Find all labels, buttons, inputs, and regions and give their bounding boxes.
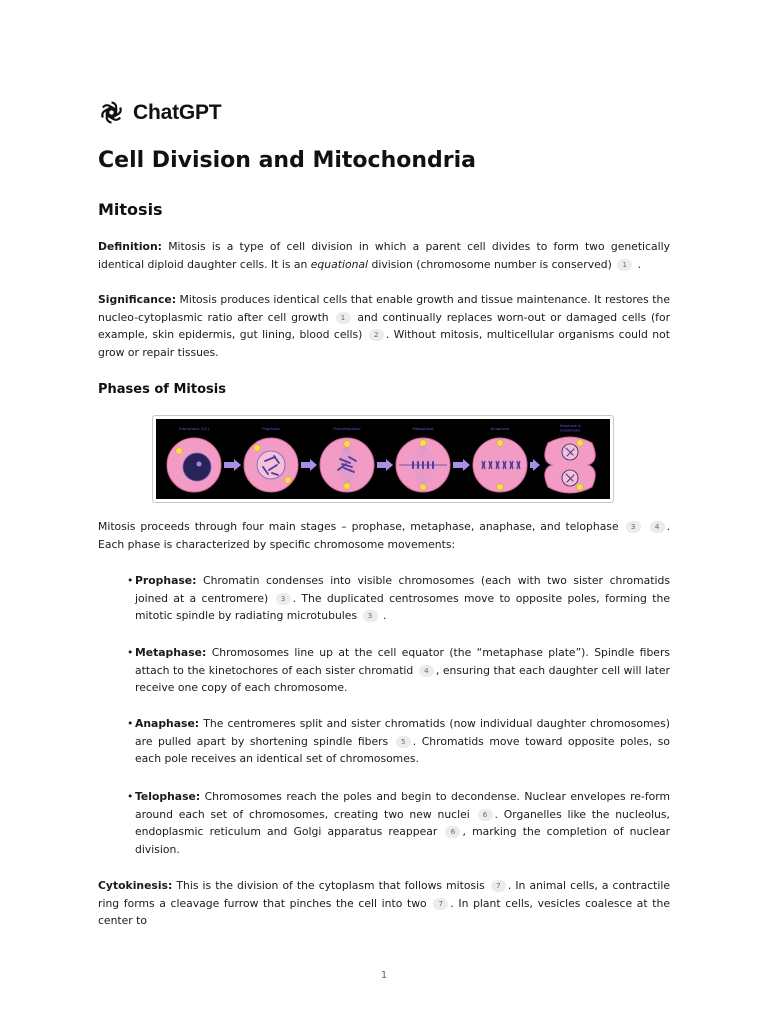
definition-period: . — [637, 257, 642, 271]
section-heading: Mitosis — [98, 200, 163, 219]
centrosome-icon — [254, 445, 260, 451]
citation-badge[interactable]: 3 — [363, 610, 378, 622]
centrosome-icon — [285, 477, 291, 483]
citation-badge[interactable]: 7 — [433, 898, 448, 910]
citation-badge[interactable]: 7 — [491, 880, 506, 892]
bullet-text: Chromatin condenses into visible chromosomes (each with two sister chromatids joined at a centromere) — [135, 574, 670, 605]
centrosome-icon — [176, 448, 182, 454]
definition-emphasis: equational — [310, 257, 369, 271]
cell-metaphase — [396, 438, 450, 492]
arrow-icon — [224, 462, 235, 468]
citation-badge[interactable]: 3 — [626, 521, 641, 533]
significance-text-3: . Without mitosis, multicellular organisms could not grow or repair tissues. — [98, 328, 670, 359]
nucleus — [257, 451, 285, 479]
cell-telophase — [545, 437, 595, 493]
intro-text-2: . Each phase is characterized by specific chromosome movements: — [98, 520, 670, 551]
cell-interphase — [167, 438, 221, 492]
cytokinesis-text-3: . In plant cells, vesicles coalesce at the center to — [98, 896, 670, 928]
definition-text: Mitosis is a type of cell division in which a parent cell divides to form two genetically identical diploid daughter cells. It is an — [98, 240, 670, 271]
phase-label: Telophase & — [559, 424, 581, 428]
bullet-text: . Organelles like the nucleolus, endoplasmic reticulum and Golgi apparatus reappear — [135, 807, 670, 839]
phase-label: Prometaphase — [333, 426, 361, 431]
citation-badge[interactable]: 4 — [419, 665, 434, 677]
phases-heading: Phases of Mitosis — [98, 382, 226, 397]
arrow-icon — [377, 462, 387, 468]
citation-badge[interactable]: 3 — [276, 593, 291, 605]
centrosome-icon — [420, 484, 426, 490]
bullet-dot: • — [127, 790, 134, 803]
bullet-text: . The duplicated centrosomes move to opposite poles, forming the mitotic spindle by radiating microtubules — [135, 591, 671, 623]
significance-paragraph — [98, 291, 670, 361]
cytokinesis-text: This is the division of the cytoplasm that follows mitosis — [176, 879, 485, 892]
significance-text: Mitosis produces identical cells that enable growth and tissue maintenance. It restores the nucleo-cytoplasmic ratio after cell growth — [98, 293, 670, 324]
phase-list-item — [127, 788, 670, 858]
centrosome-icon — [497, 484, 503, 490]
cytokinesis-text-2: . In animal cells, a contractile ring forms a cleavage furrow that pinches the cell into two — [98, 879, 671, 910]
intro-text: Mitosis proceeds through four main stages – prophase, metaphase, anaphase, and telophase — [98, 520, 619, 533]
citation-badge[interactable]: 5 — [396, 736, 411, 748]
phase-label: Anaphase — [490, 426, 510, 431]
brand-name: ChatGPT — [133, 100, 222, 124]
significance-label: Significance: — [98, 293, 177, 306]
document-title: Cell Division and Mitochondria — [98, 148, 477, 173]
mitosis-phases-illustration — [156, 419, 610, 499]
citation-badge[interactable]: 1 — [336, 312, 351, 324]
phase-label: Cytokinesis — [559, 428, 581, 433]
centrosome-icon — [497, 440, 503, 446]
bullet-text: Chromosomes line up at the cell equator (the “metaphase plate”). Spindle fibers attach to the kinetochores of each sister chromatid — [135, 646, 671, 677]
cytokinesis-paragraph — [98, 877, 670, 930]
centrosome-icon — [577, 440, 583, 446]
nucleolus — [197, 462, 202, 467]
phase-label: Prophase — [262, 426, 280, 431]
arrow-icon — [301, 462, 311, 468]
page-number: 1 — [380, 970, 388, 981]
citation-badge[interactable]: 6 — [478, 809, 493, 821]
centrosome-icon — [344, 441, 350, 447]
significance-text-2: and continually replaces worn-out or damaged cells (for example, skin epidermis, gut lining, blood cells) — [98, 310, 671, 342]
cell-prometaphase — [320, 438, 374, 492]
citation-badge[interactable]: 6 — [445, 826, 460, 838]
brand-header — [98, 99, 221, 126]
bullet-text: . Chromatids move toward opposite poles, so each pole receives an identical set of chromosomes. — [135, 734, 670, 766]
bullet-text: , ensuring that each daughter cell will later receive one copy of each chromosome. — [135, 663, 671, 695]
bullet-text: , marking the completion of nuclear division. — [135, 825, 671, 856]
bullet-label: Telophase: — [135, 790, 201, 803]
phase-label: Interphase (G2) — [179, 426, 209, 431]
mitosis-phases-figure — [152, 415, 614, 503]
phase-list-item — [127, 715, 670, 768]
phase-label: Metaphase — [412, 426, 434, 431]
centrosome-icon — [577, 484, 583, 490]
citation-badge[interactable]: 4 — [650, 521, 665, 533]
citation-badge[interactable]: 2 — [369, 329, 384, 341]
bullet-dot: • — [127, 646, 134, 659]
arrow-icon — [453, 462, 464, 468]
bullet-label: Metaphase: — [135, 646, 207, 659]
phases-intro-paragraph — [98, 518, 670, 553]
bullet-text: Chromosomes reach the poles and begin to decondense. Nuclear envelopes re-form around each set of chromosomes, creating two new nuclei — [135, 790, 671, 821]
phase-list-item — [127, 572, 670, 625]
centrosome-icon — [344, 483, 350, 489]
definition-text-end: division (chromosome number is conserved) — [368, 257, 612, 271]
bullet-text: . — [382, 609, 387, 623]
bullet-label: Prophase: — [135, 574, 197, 587]
figure-background — [156, 419, 610, 499]
citation-badge[interactable]: 1 — [617, 259, 632, 271]
definition-paragraph — [98, 238, 670, 273]
centrosome-icon — [420, 440, 426, 446]
cell-prophase — [244, 438, 298, 492]
definition-label: Definition: — [98, 240, 162, 253]
phase-list-item — [127, 644, 670, 697]
bullet-label: Anaphase: — [135, 717, 200, 730]
bullet-dot: • — [127, 717, 134, 730]
openai-logo-icon — [98, 99, 125, 126]
cell-anaphase — [473, 438, 527, 492]
cytokinesis-label: Cytokinesis: — [98, 879, 173, 892]
bullet-text: The centromeres split and sister chromatids (now individual daughter chromosomes) are pulled apart by shortening spindle fibers — [135, 717, 670, 748]
bullet-dot: • — [127, 574, 134, 587]
nucleus — [183, 453, 211, 481]
